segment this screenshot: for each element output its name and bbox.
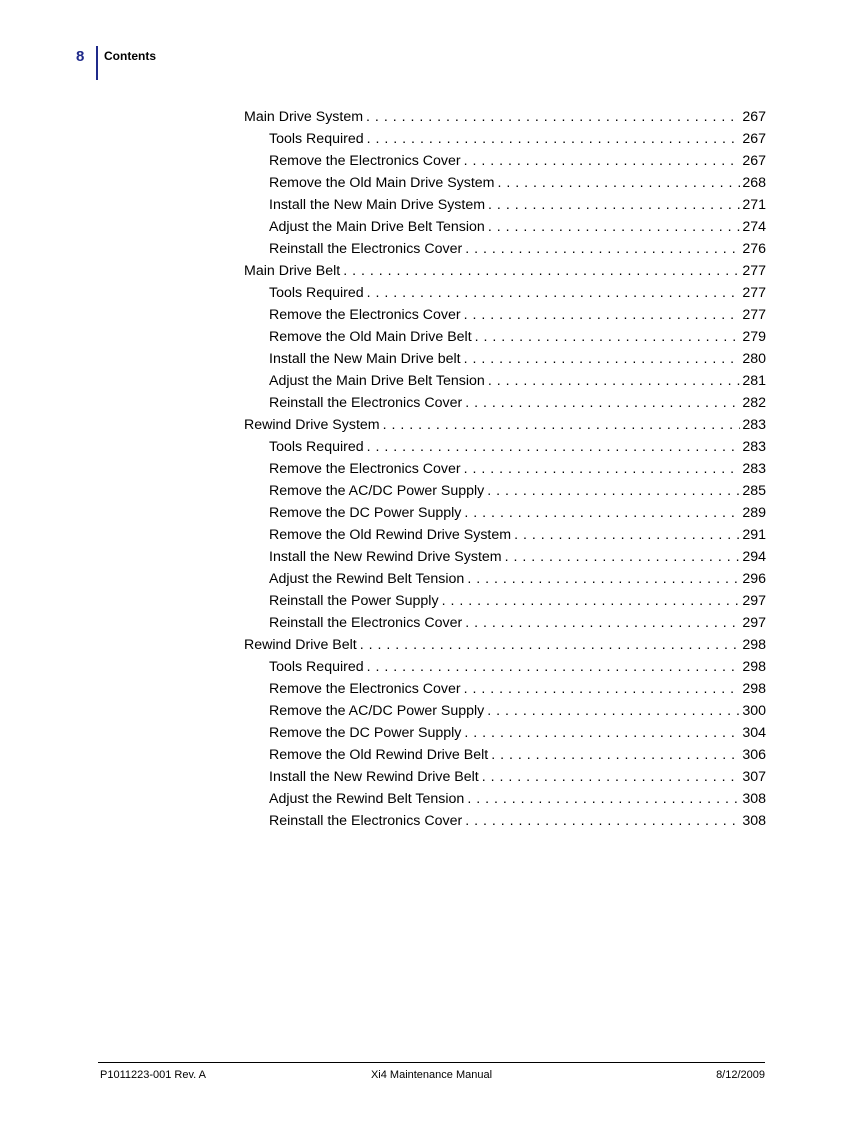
footer-date: 8/12/2009	[716, 1069, 765, 1081]
toc-entry-title: Tools Required	[269, 439, 364, 455]
toc-subsection-entry[interactable]	[244, 150, 766, 172]
toc-entry-page-number: 308	[742, 791, 766, 807]
toc-dot-leader	[464, 304, 741, 326]
toc-subsection-entry[interactable]	[244, 678, 766, 700]
toc-entry-page-number: 280	[742, 351, 766, 367]
toc-entry-title: Tools Required	[269, 131, 364, 147]
toc-entry-title: Install the New Main Drive System	[269, 197, 486, 213]
toc-dot-leader	[505, 546, 741, 568]
toc-entry-page-number: 283	[742, 439, 766, 455]
toc-subsection-entry[interactable]	[244, 282, 766, 304]
page-number: 8	[76, 48, 85, 65]
toc-dot-leader	[488, 216, 741, 238]
toc-entry-title: Remove the Old Main Drive System	[269, 175, 495, 191]
toc-subsection-entry[interactable]	[244, 348, 766, 370]
toc-entry-page-number: 307	[742, 769, 766, 785]
toc-entry-title: Reinstall the Electronics Cover	[269, 615, 463, 631]
toc-entry-page-number: 277	[742, 285, 766, 301]
toc-entry-page-number: 297	[742, 593, 766, 609]
toc-entry-title: Main Drive Belt	[244, 263, 341, 279]
toc-subsection-entry[interactable]	[244, 656, 766, 678]
toc-entry-title: Rewind Drive System	[244, 417, 380, 433]
toc-entry-title: Adjust the Main Drive Belt Tension	[269, 373, 485, 389]
toc-subsection-entry[interactable]	[244, 480, 766, 502]
toc-dot-leader	[487, 700, 740, 722]
toc-entry-page-number: 285	[742, 483, 766, 499]
toc-entry-title: Remove the DC Power Supply	[269, 505, 462, 521]
toc-section-entry[interactable]	[244, 414, 766, 436]
toc-subsection-entry[interactable]	[244, 788, 766, 810]
toc-entry-page-number: 279	[742, 329, 766, 345]
toc-subsection-entry[interactable]	[244, 722, 766, 744]
toc-entry-page-number: 271	[742, 197, 766, 213]
toc-entry-title: Adjust the Main Drive Belt Tension	[269, 219, 485, 235]
toc-entry-page-number: 268	[742, 175, 766, 191]
toc-entry-page-number: 276	[742, 241, 766, 257]
toc-section-entry[interactable]	[244, 106, 766, 128]
toc-entry-title: Adjust the Rewind Belt Tension	[269, 571, 465, 587]
toc-dot-leader	[467, 568, 740, 590]
toc-entry-title: Remove the AC/DC Power Supply	[269, 703, 485, 719]
toc-dot-leader	[467, 788, 740, 810]
toc-subsection-entry[interactable]	[244, 568, 766, 590]
toc-subsection-entry[interactable]	[244, 194, 766, 216]
toc-subsection-entry[interactable]	[244, 612, 766, 634]
toc-dot-leader	[360, 634, 741, 656]
section-title: Contents	[104, 49, 156, 63]
toc-dot-leader	[464, 348, 741, 370]
toc-dot-leader	[366, 106, 740, 128]
toc-entry-title: Adjust the Rewind Belt Tension	[269, 791, 465, 807]
toc-dot-leader	[464, 458, 741, 480]
toc-subsection-entry[interactable]	[244, 590, 766, 612]
page-footer	[98, 1069, 765, 1083]
toc-subsection-entry[interactable]	[244, 810, 766, 832]
toc-dot-leader	[514, 524, 740, 546]
toc-entry-title: Remove the Electronics Cover	[269, 461, 461, 477]
toc-entry-page-number: 281	[742, 373, 766, 389]
toc-entry-page-number: 274	[742, 219, 766, 235]
toc-dot-leader	[367, 282, 741, 304]
toc-entry-page-number: 267	[742, 109, 766, 125]
toc-entry-page-number: 277	[742, 307, 766, 323]
toc-entry-page-number: 306	[742, 747, 766, 763]
toc-entry-title: Install the New Main Drive belt	[269, 351, 461, 367]
toc-entry-title: Reinstall the Power Supply	[269, 593, 439, 609]
toc-dot-leader	[367, 656, 741, 678]
toc-subsection-entry[interactable]	[244, 700, 766, 722]
footer-divider	[98, 1062, 765, 1063]
toc-dot-leader	[442, 590, 741, 612]
toc-entry-page-number: 283	[742, 417, 766, 433]
toc-entry-page-number: 308	[742, 813, 766, 829]
toc-section-entry[interactable]	[244, 260, 766, 282]
footer-manual-title: Xi4 Maintenance Manual	[370, 1069, 493, 1081]
toc-entry-title: Install the New Rewind Drive Belt	[269, 769, 479, 785]
toc-subsection-entry[interactable]	[244, 370, 766, 392]
toc-dot-leader	[465, 612, 740, 634]
toc-entry-title: Remove the AC/DC Power Supply	[269, 483, 485, 499]
toc-dot-leader	[367, 436, 741, 458]
toc-entry-page-number: 267	[742, 131, 766, 147]
toc-subsection-entry[interactable]	[244, 546, 766, 568]
toc-section-entry[interactable]	[244, 634, 766, 656]
toc-entry-page-number: 277	[742, 263, 766, 279]
toc-subsection-entry[interactable]	[244, 216, 766, 238]
toc-dot-leader	[464, 678, 741, 700]
toc-subsection-entry[interactable]	[244, 172, 766, 194]
toc-dot-leader	[482, 766, 741, 788]
toc-entry-title: Remove the Electronics Cover	[269, 153, 461, 169]
toc-entry-page-number: 298	[742, 659, 766, 675]
toc-subsection-entry[interactable]	[244, 238, 766, 260]
toc-dot-leader	[465, 392, 740, 414]
toc-dot-leader	[383, 414, 741, 436]
toc-entry-page-number: 294	[742, 549, 766, 565]
toc-subsection-entry[interactable]	[244, 766, 766, 788]
toc-entry-title: Reinstall the Electronics Cover	[269, 813, 463, 829]
table-of-contents	[244, 106, 766, 832]
toc-entry-title: Rewind Drive Belt	[244, 637, 357, 653]
toc-entry-page-number: 300	[742, 703, 766, 719]
toc-entry-title: Remove the Old Rewind Drive System	[269, 527, 512, 543]
toc-entry-title: Reinstall the Electronics Cover	[269, 395, 463, 411]
toc-dot-leader	[488, 370, 741, 392]
toc-subsection-entry[interactable]	[244, 502, 766, 524]
toc-entry-page-number: 282	[742, 395, 766, 411]
toc-dot-leader	[487, 480, 740, 502]
toc-subsection-entry[interactable]	[244, 436, 766, 458]
toc-subsection-entry[interactable]	[244, 744, 766, 766]
toc-dot-leader	[498, 172, 741, 194]
toc-subsection-entry[interactable]	[244, 524, 766, 546]
toc-entry-title: Remove the DC Power Supply	[269, 725, 462, 741]
toc-dot-leader	[464, 722, 740, 744]
toc-dot-leader	[464, 150, 741, 172]
toc-dot-leader	[465, 238, 740, 260]
toc-entry-page-number: 304	[742, 725, 766, 741]
toc-entry-title: Install the New Rewind Drive System	[269, 549, 502, 565]
toc-entry-title: Remove the Electronics Cover	[269, 681, 461, 697]
toc-dot-leader	[465, 810, 740, 832]
toc-entry-title: Main Drive System	[244, 109, 364, 125]
toc-dot-leader	[367, 128, 741, 150]
toc-entry-title: Tools Required	[269, 285, 364, 301]
toc-entry-title: Remove the Old Main Drive Belt	[269, 329, 472, 345]
toc-entry-page-number: 298	[742, 637, 766, 653]
toc-dot-leader	[491, 744, 740, 766]
toc-entry-title: Reinstall the Electronics Cover	[269, 241, 463, 257]
toc-entry-page-number: 296	[742, 571, 766, 587]
toc-subsection-entry[interactable]	[244, 304, 766, 326]
toc-entry-title: Tools Required	[269, 659, 364, 675]
toc-subsection-entry[interactable]	[244, 392, 766, 414]
toc-dot-leader	[488, 194, 740, 216]
toc-entry-page-number: 298	[742, 681, 766, 697]
toc-subsection-entry[interactable]	[244, 326, 766, 348]
footer-document-number: P1011223-001 Rev. A	[100, 1069, 207, 1081]
toc-entry-page-number: 291	[742, 527, 766, 543]
toc-entry-title: Remove the Electronics Cover	[269, 307, 461, 323]
toc-entry-page-number: 297	[742, 615, 766, 631]
toc-dot-leader	[343, 260, 740, 282]
toc-entry-page-number: 267	[742, 153, 766, 169]
toc-subsection-entry[interactable]	[244, 458, 766, 480]
header-divider	[96, 46, 98, 80]
toc-subsection-entry[interactable]	[244, 128, 766, 150]
toc-entry-page-number: 283	[742, 461, 766, 477]
toc-dot-leader	[464, 502, 740, 524]
toc-entry-page-number: 289	[742, 505, 766, 521]
toc-dot-leader	[475, 326, 741, 348]
toc-entry-title: Remove the Old Rewind Drive Belt	[269, 747, 489, 763]
